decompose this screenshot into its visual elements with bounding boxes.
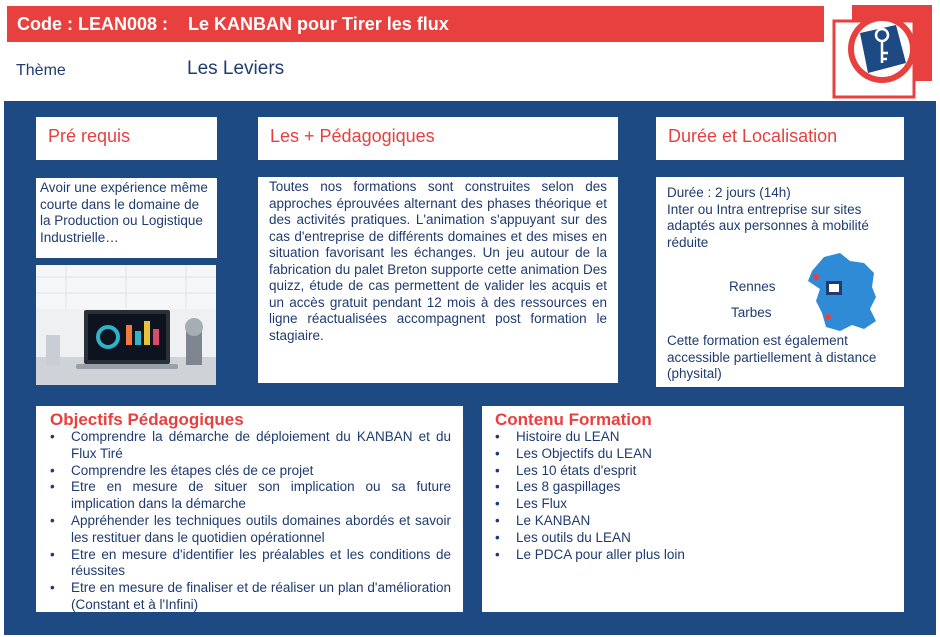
contenu-item: • Les Flux — [495, 496, 892, 513]
duree-title: Durée et Localisation — [668, 126, 838, 146]
objectifs-box — [36, 406, 463, 612]
contenu-box — [482, 406, 904, 612]
contenu-item: • Les Objectifs du LEAN — [495, 446, 892, 463]
contenu-item: • Le KANBAN — [495, 513, 892, 530]
duree-note: Cette formation est également accessible partiellement à distance (physital) — [667, 333, 877, 381]
pedagogiques-title: Les + Pédagogiques — [270, 126, 435, 146]
pedagogiques-title-box — [258, 117, 618, 160]
objectifs-title: Objectifs Pédagogiques — [50, 410, 244, 429]
france-map-icon — [802, 251, 886, 335]
duree-duration: Durée : 2 jours (14h) — [667, 185, 791, 200]
contenu-title: Contenu Formation — [495, 410, 652, 429]
contenu-item: • Les 10 états d'esprit — [495, 463, 892, 480]
objectif-item: • Etre en mesure de finaliser et de réaliser un plan d'amélioration (Constant et à l'Infini) — [50, 580, 451, 614]
city-rennes: Rennes — [729, 279, 776, 294]
objectif-item: • Etre en mesure d'identifier les préalables et les conditions de réussites — [50, 547, 451, 581]
contenu-item: • Histoire du LEAN — [495, 429, 892, 446]
prerequis-title-box — [36, 117, 217, 160]
prerequis-title: Pré requis — [48, 126, 131, 146]
contenu-item: • Les 8 gaspillages — [495, 479, 892, 496]
city-tarbes: Tarbes — [731, 305, 772, 320]
laptop-dashboard-photo — [36, 265, 216, 385]
objectifs-list — [50, 429, 451, 614]
contenu-item: • Les outils du LEAN — [495, 530, 892, 547]
duree-box — [656, 177, 904, 387]
objectif-item: • Comprendre les étapes clés de ce projet — [50, 463, 451, 480]
objectif-item: • Appréhender les techniques outils domaines abordés et savoir les restituer dans le quotidien opérationnel — [50, 513, 451, 547]
theme-label: Thème — [16, 62, 66, 79]
contenu-list — [495, 429, 892, 563]
duree-mode: Inter ou Intra entreprise sur sites adaptés aux personnes à mobilité réduite — [667, 201, 869, 250]
pedagogiques-text: Toutes nos formations sont construites selon des approches éprouvées alternant des phases théorique et des activités pratiques. L'animation s'appuyant sur des cas d'entreprise de différents domaines et des mises en situation favorisant les échanges. Un jeu autour de la fabrication du palet Breton supporte cette animation Des quizz, étude de cas permettent de valider les acquis et un accès gratuit pendant 12 mois à des ressources en ligne réactualisées accompagnent post formation le stagiaire. — [258, 177, 618, 383]
prerequis-text: Avoir une expérience même courte dans le domaine de la Production ou Logistique Industrielle… — [36, 178, 217, 258]
key-logo-icon — [832, 3, 936, 101]
objectif-item: • Etre en mesure de situer son implication ou sa future implication dans la démarche — [50, 479, 451, 513]
objectif-item: • Comprendre la démarche de déploiement du KANBAN et du Flux Tiré — [50, 429, 451, 463]
duree-title-box — [656, 117, 904, 160]
title-bar: Code : LEAN008 : Le KANBAN pour Tirer les flux — [7, 6, 824, 42]
contenu-item: • Le PDCA pour aller plus loin — [495, 547, 892, 564]
theme-value: Les Leviers — [187, 58, 285, 79]
